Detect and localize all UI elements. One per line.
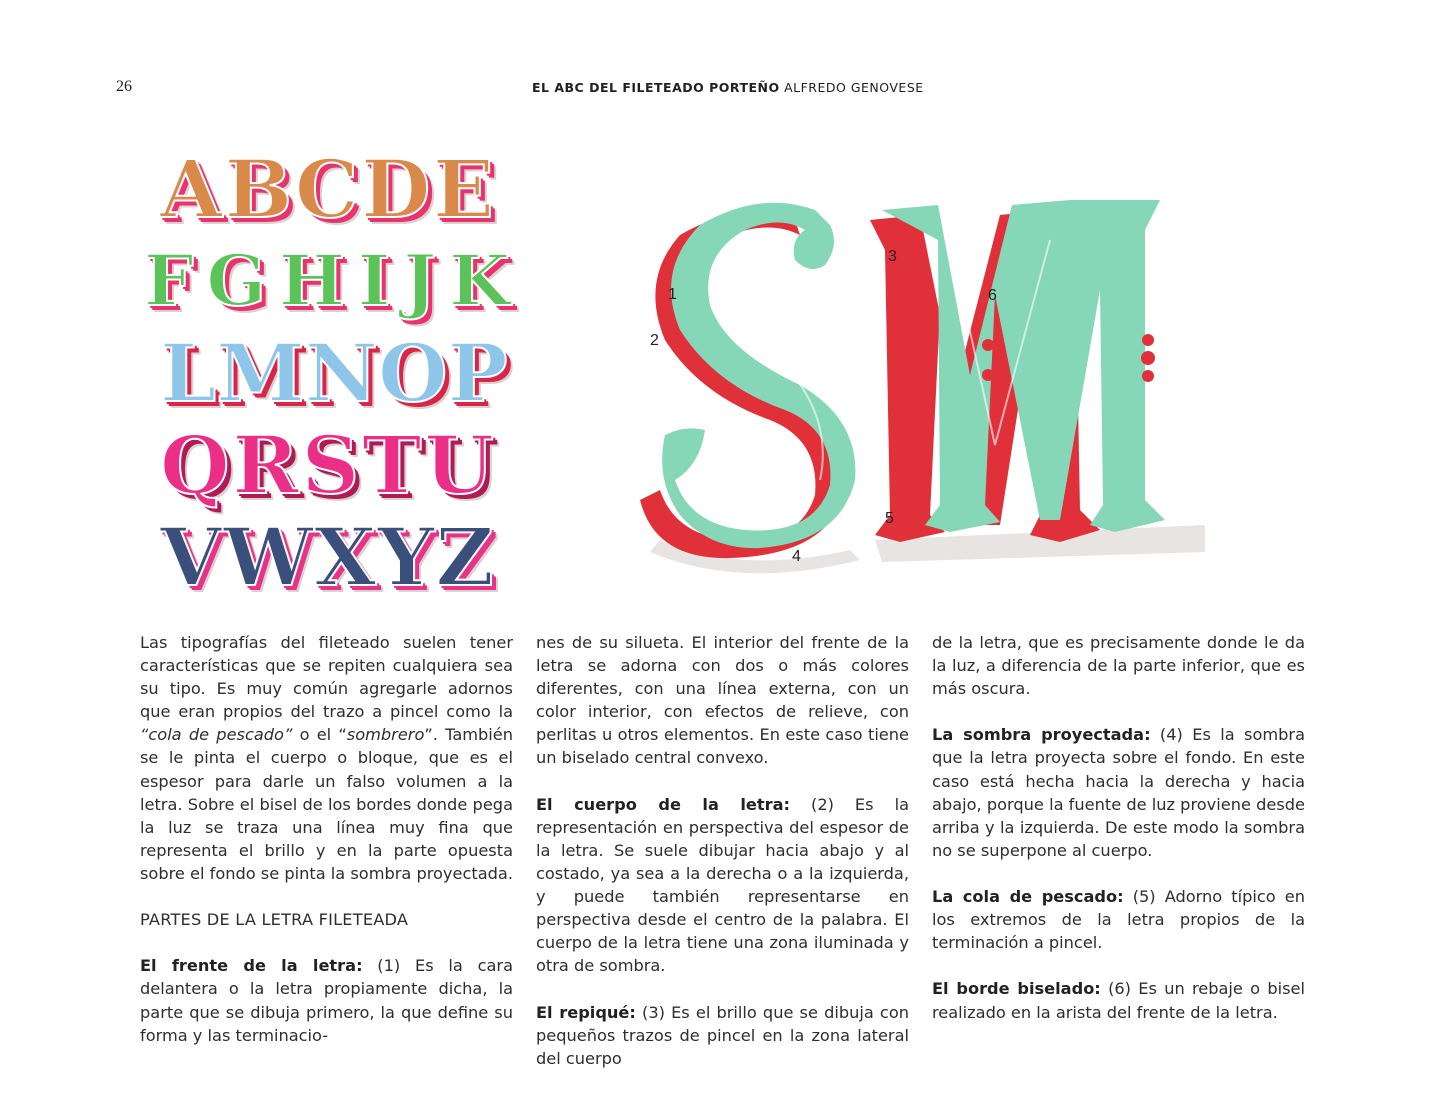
alphabet-letter: R [232,418,299,512]
fileteado-alphabet-illustration [138,140,516,602]
text-column-3 [932,631,1305,1024]
paragraph-frente: El frente de la letra: (1) Es la cara delantera o la letra propiamente dicha, la parte que se dibuja primero, la que define su forma y las terminacio- [140,956,513,1045]
sm-letters-illustration [620,180,1210,585]
alphabet-row [138,508,516,604]
alphabet-row [138,140,516,236]
alphabet-letter: Q [160,418,230,512]
alphabet-letter: E [433,142,494,236]
intro-paragraph: Las tipografías del fileteado suelen tener características que se repiten cualquiera sea su tipo. Es muy común agregarle adornos que eran propios del trazo a pincel como la “cola de pescado” o el “sombrero”. También se le pinta el cuerpo o bloque, que es el espesor para darle un falso volumen a la letra. Sobre el bisel de los bordes donde pega la luz se traza una línea muy fina que representa el brillo y en la parte opuesta sobre el fondo se pinta la sombra proyectada. [140,633,514,883]
alphabet-letter: A [160,142,223,236]
author-name: ALFREDO GENOVESE [784,80,924,95]
callout-2: 2 [650,332,659,349]
text-column-2 [536,631,909,1070]
running-head [532,80,924,95]
alphabet-letter: D [361,142,431,236]
alphabet-letter: N [304,326,378,420]
text-column-1 [140,631,513,1047]
alphabet-letter: H [278,239,346,322]
alphabet-letter: Y [377,510,435,604]
paragraph-cola: La cola de pescado: (5) Adorno típico en los extremos de la letra propios de la terminación a pincel. [932,887,1305,953]
callout-5: 5 [885,510,894,527]
alphabet-letter: F [144,239,194,322]
s-face [662,203,855,548]
alphabet-letter: O [377,326,448,420]
book-title: EL ABC DEL FILETEADO PORTEÑO [532,80,780,95]
alphabet-row [138,324,516,420]
alphabet-letter: C [294,142,359,236]
alphabet-row [138,416,516,512]
section-heading: PARTES DE LA LETRA FILETEADA [140,910,409,930]
sm-letters-drawing [620,180,1210,585]
alphabet-letter: L [160,326,217,420]
paragraph-continuation-2: de la letra, que es precisamente donde le da la luz, a diferencia de la parte inferior, que es más oscura. [932,633,1305,699]
alphabet-letter: P [447,326,508,420]
page-number: 26 [116,78,132,95]
alphabet-letter: V [160,510,223,604]
alphabet-letter: J [403,239,437,322]
alphabet-letter: G [206,239,267,322]
alphabet-letter: W [223,510,314,604]
alphabet-letter: Z [435,510,494,604]
alphabet-letter: K [449,239,510,322]
paragraph-sombra: La sombra proyectada: (4) Es la sombra que la letra proyecta sobre el fondo. En este caso está hecha hacia la derecha y hacia abajo, porque la fuente de luz proviene desde arriba y la izquierda. De este modo la sombra no se superpone al cuerpo. [932,725,1305,860]
alphabet-letter: X [314,510,377,604]
alphabet-letter: U [424,418,494,512]
paragraph-repique: El repiqué: (3) Es el brillo que se dibuja con pequeños trazos de pincel en la zona lateral del cuerpo [536,1002,909,1068]
alphabet-letter: I [357,239,391,322]
callout-3: 3 [888,248,897,265]
paragraph-cuerpo: El cuerpo de la letra: (2) Es la representación en perspectiva del espesor de la letra. Se suele dibujar hacia abajo y al costado, ya sea a la derecha o a la izquierda, y puede también representarse en perspectiva desde el centro de la palabra. El cuerpo de la letra tiene una zona iluminada y otra de sombra. [536,794,909,976]
alphabet-letter: T [362,418,422,512]
callout-4: 4 [792,548,801,565]
paragraph-continuation: nes de su silueta. El interior del frente de la letra se adorna con dos o más colores diferentes, con una línea externa, con un color interior, con efectos de relieve, con perlitas u otros elementos. En este caso tiene un biselado central convexo. [536,633,909,768]
callout-1: 1 [668,286,677,303]
alphabet-letter: B [224,142,293,236]
paragraph-borde: El borde biselado: (6) Es un rebaje o bisel realizado en la arista del frente de la letra. [932,979,1305,1022]
alphabet-letter: M [216,326,305,420]
alphabet-letter: S [301,418,360,512]
callout-6: 6 [988,287,997,304]
alphabet-row [138,232,516,324]
